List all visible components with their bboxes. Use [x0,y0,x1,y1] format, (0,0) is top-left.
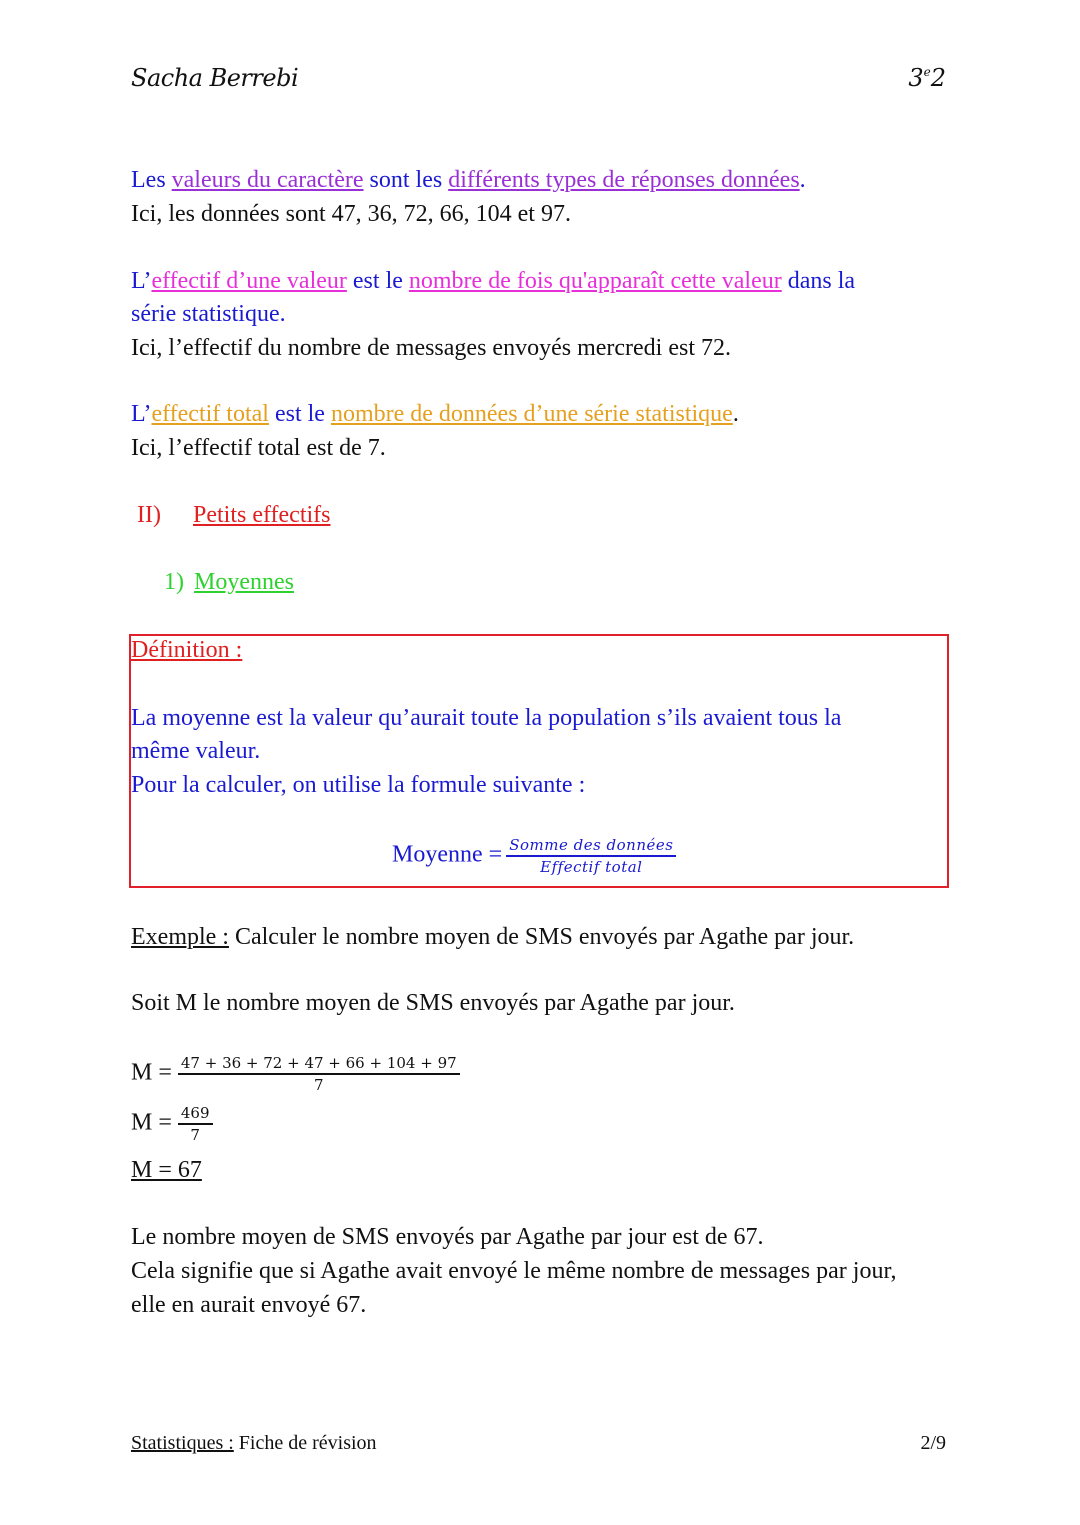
example-label: Exemple : [131,924,229,950]
example-statement [131,920,854,954]
values-definition [131,163,806,197]
step1-denominator: 7 [313,1076,324,1094]
class-suffix: 2 [930,64,946,92]
section-heading [137,498,331,532]
definition-line2: même valeur. [131,738,261,764]
conclusion-line1: Le nombre moyen de SMS envoyés par Agathe par jour est de 67. [131,1224,764,1250]
step2-fraction [178,1104,213,1144]
footer-subject-text: Fiche de révision [233,1432,377,1454]
effectif-middle: est le [346,268,409,294]
step2-numerator: 469 [178,1104,213,1125]
section-number: II) [137,502,161,528]
subsection-heading [164,565,294,599]
definition-title: Définition : [131,637,243,663]
step2-lhs: M = [131,1109,172,1136]
subsection-title: Moyennes [194,569,294,595]
conclusion-line3: elle en aurait envoyé 67. [131,1292,367,1318]
calc-result: M = 67 [131,1157,202,1183]
values-prefix: Les [131,167,172,193]
formula-denominator: Effectif total [540,858,643,876]
example-text: Calculer le nombre moyen de SMS envoyés par Agathe par jour. [228,924,855,950]
values-suffix: . [799,167,806,193]
formula-numerator: Somme des données [506,836,676,857]
effectif-total-prefix: L’ [131,401,152,427]
class-label [908,64,946,92]
effectif-prefix: L’ [131,268,152,294]
calc-step1 [131,1054,460,1094]
values-example: Ici, les données sont 47, 36, 72, 66, 104 et 97. [131,201,571,227]
effectif-total-suffix: . [732,401,739,427]
section-title: Petits effectifs [192,502,331,528]
author-name: Sacha Berrebi [131,64,299,92]
values-definition-text: différents types de réponses données [448,167,800,193]
mean-formula [392,836,676,876]
effectif-total-definition-text: nombre de données d’une série statistique [330,401,733,427]
values-term: valeurs du caractère [171,167,364,193]
example-let: Soit M le nombre moyen de SMS envoyés par Agathe par jour. [131,990,735,1016]
class-number: 3 [908,64,924,92]
definition-line3: Pour la calculer, on utilise la formule suivante : [131,772,586,798]
step1-lhs: M = [131,1059,172,1086]
formula-fraction [506,836,676,876]
page-number: 2/9 [920,1432,946,1454]
formula-label: Moyenne = [392,841,503,868]
step1-numerator: 47 + 36 + 72 + 47 + 66 + 104 + 97 [178,1054,460,1075]
effectif-suffix: dans la [781,268,856,294]
calc-step2 [131,1104,213,1144]
subsection-number: 1) [164,569,184,595]
definition-line1: La moyenne est la valeur qu’aurait toute la population s’ils avaient tous la [131,705,842,731]
effectif-total-middle: est le [268,401,331,427]
step1-fraction [178,1054,460,1094]
effectif-total-example: Ici, l’effectif total est de 7. [131,435,386,461]
conclusion-line2: Cela signifie que si Agathe avait envoyé le même nombre de messages par jour, [131,1258,897,1284]
effectif-total-term: effectif total [151,401,269,427]
footer-subject [131,1432,377,1455]
effectif-definition [131,264,855,298]
effectif-definition-line2: série statistique. [131,301,286,327]
effectif-example: Ici, l’effectif du nombre de messages envoyés mercredi est 72. [131,335,731,361]
values-middle: sont les [363,167,449,193]
step2-denominator: 7 [190,1126,200,1144]
effectif-term: effectif d’une valeur [151,268,347,294]
footer-subject-label: Statistiques : [131,1432,234,1454]
class-sup: e [923,65,931,79]
effectif-total-definition [131,397,739,431]
effectif-definition-text: nombre de fois qu'apparaît cette valeur [408,268,782,294]
